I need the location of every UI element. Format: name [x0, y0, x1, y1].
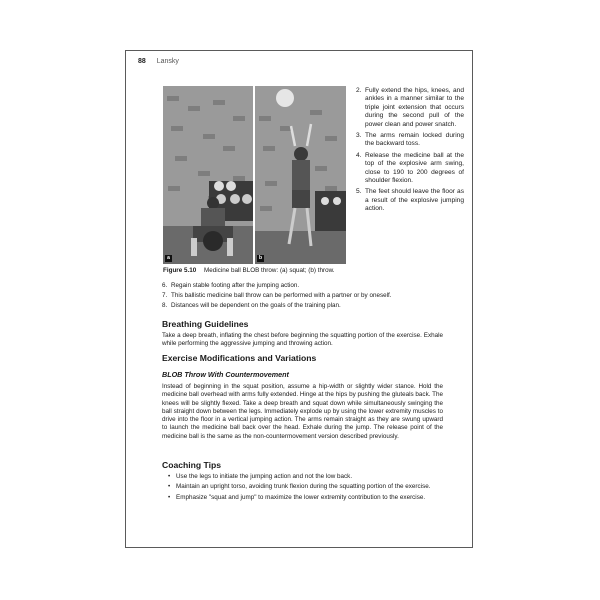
list-item: 6. Regain stable footing after the jumping action. [162, 282, 300, 289]
breathing-heading: Breathing Guidelines [162, 319, 249, 329]
photo-label-a: a [165, 255, 172, 262]
list-item: • Use the legs to initiate the jumping action and not the low back. [168, 473, 353, 480]
list-item: 8. Distances will be dependent on the goals of the training plan. [162, 301, 341, 309]
list-item: 2. Fully extend the hips, knees, and ankles in a manner similar to the triple joint extension that occurs during the second pull of the power clean and power snatch. [356, 87, 464, 128]
figure-photo-b [255, 86, 346, 264]
list-item: 5. The feet should leave the floor as a result of the explosive jumping action. [356, 188, 464, 213]
figure-number: Figure 5.10 [163, 267, 197, 274]
bullet-icon: • [168, 483, 171, 491]
modifications-heading: Exercise Modifications and Variations [162, 353, 317, 363]
photo-squat-image [163, 86, 253, 264]
side-steps-list [356, 87, 464, 217]
list-item: • Emphasize "squat and jump" to maximize the lower extremity contribution to the exercise. [168, 493, 426, 501]
page-number: 88 [138, 58, 146, 65]
photo-label-b: b [258, 255, 263, 261]
bullet-icon: • [168, 473, 171, 480]
list-item: 4. Release the medicine ball at the top of the explosive arm swing, close to 190 to 200 degrees of shoulder flexion. [356, 151, 464, 185]
steps-list [162, 282, 442, 312]
running-head [138, 58, 179, 65]
photo-throw-image [255, 86, 346, 264]
figure-caption-text: Medicine ball BLOB throw: (a) squat; (b) throw. [204, 267, 335, 274]
figure-caption [163, 267, 335, 274]
bullet-icon: • [168, 493, 171, 501]
breathing-text: Take a deep breath, inflating the chest before beginning the squatting portion of the exercise. Exhale while performing the aggressive jumping and throwing action. [162, 332, 443, 348]
coaching-heading: Coaching Tips [162, 460, 222, 470]
modifications-text: Instead of beginning in the squat position, assume a hip-width or slightly wider stance. Hold the medicine ball overhead with arms fully extended. Hinge at the hips by pushing the gluteals back. The knees will be slightly flexed. Take a deep breath and squat down while simultaneously swinging the ball straight down between the legs. Immediately explode up by using the lower extremity muscles to drive into the floor in a vertical jumping action. The arms remain straight as they are swung upward to launch the medicine ball back over the head. Exhale during the jump. The release point of the medicine ball is the same as the non-countermovement version described previously. [162, 383, 443, 440]
running-head-author: Lansky [156, 58, 179, 65]
coaching-tips-list [168, 473, 443, 504]
list-item: • Maintain an upright torso, avoiding trunk flexion during the squatting portion of the exercise. [168, 483, 431, 491]
modifications-subheading: BLOB Throw With Countermovement [162, 370, 289, 379]
list-item: 7. This ballistic medicine ball throw can be performed with a partner or by oneself. [162, 291, 392, 299]
figure-photo-a [163, 86, 253, 264]
list-item: 3. The arms remain locked during the backward toss. [356, 132, 464, 148]
book-page [125, 50, 473, 548]
